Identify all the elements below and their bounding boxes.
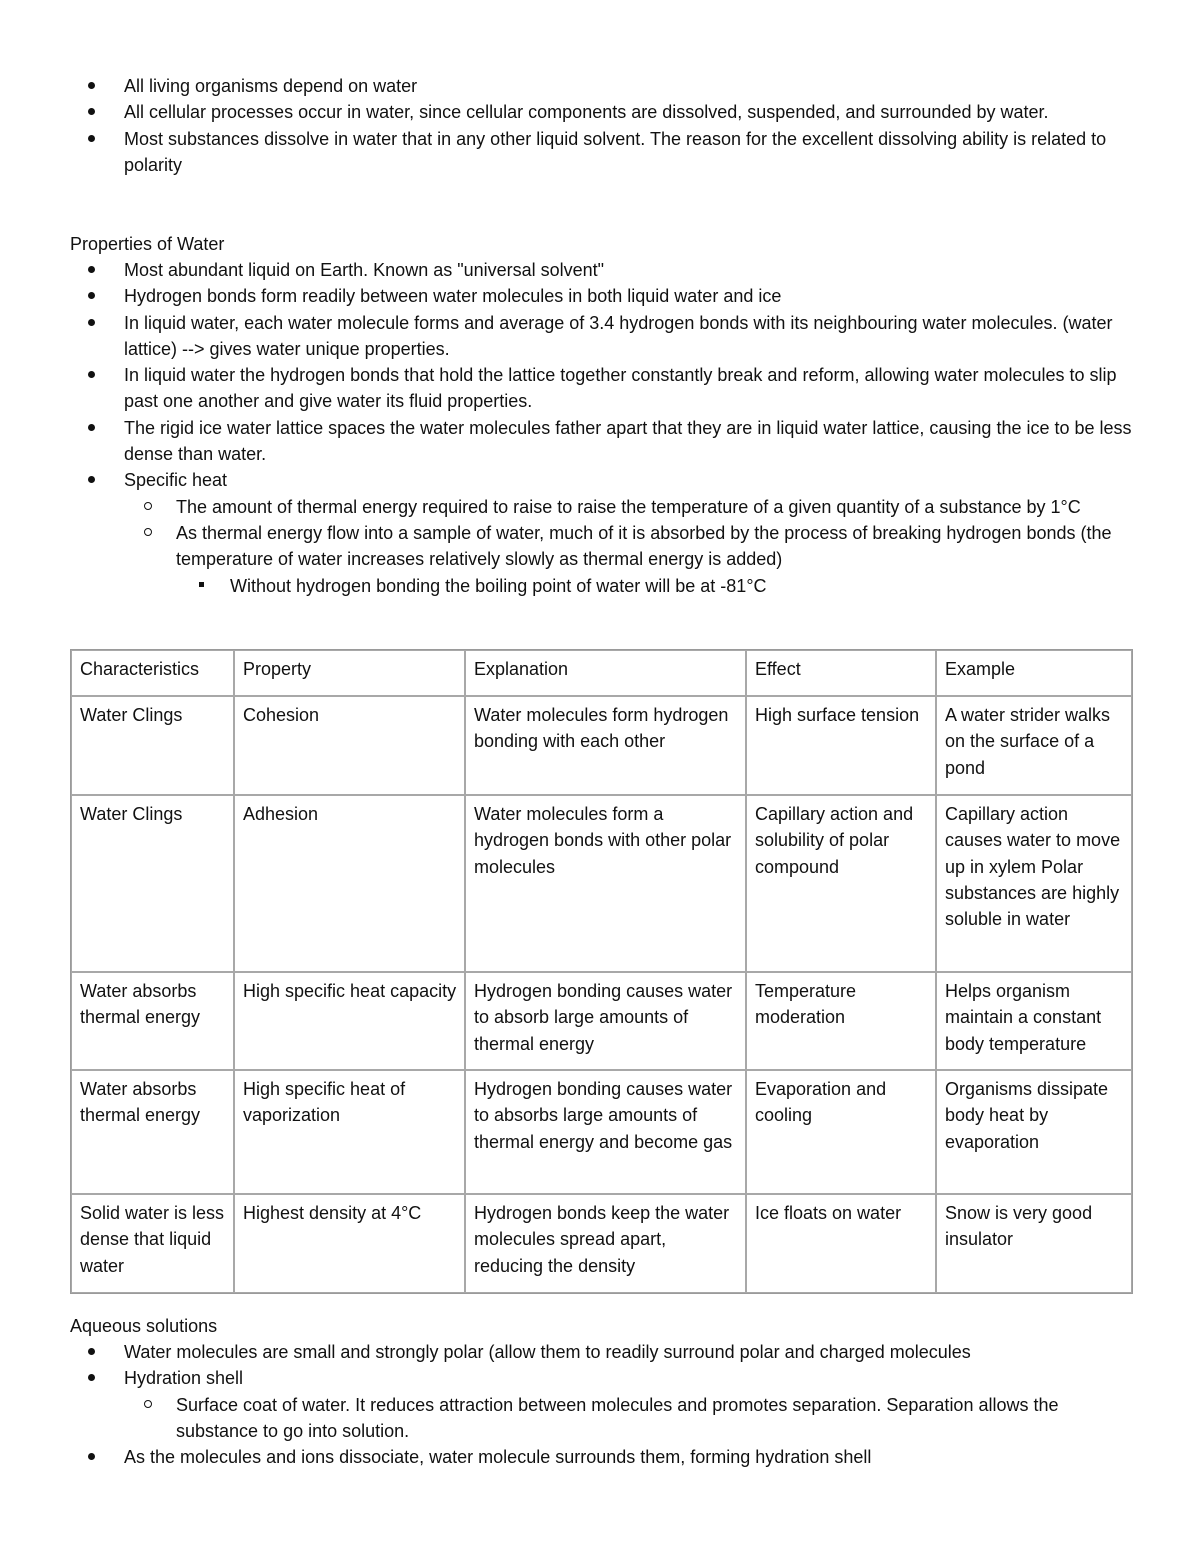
subsub-list-item: Without hydrogen bonding the boiling point of water will be at -81°C [176,573,1135,599]
aqueous-bullet-list [70,1339,1135,1470]
table-cell: High specific heat of vaporization [234,1070,465,1194]
table-cell: Capillary action causes water to move up in xylem Polar substances are highly soluble in water [936,795,1132,972]
sub-list-item: Surface coat of water. It reduces attraction between molecules and promotes separation. Separation allows the substance to go into solution. [124,1392,1135,1445]
table-row [71,1070,1132,1194]
table-cell: Highest density at 4°C [234,1194,465,1293]
table-cell: Hydrogen bonding causes water to absorb large amounts of thermal energy [465,972,746,1070]
table-cell: High specific heat capacity [234,972,465,1070]
properties-bullet-list [70,257,1135,599]
water-properties-table [70,649,1133,1294]
list-item-specific-heat [70,467,1135,598]
table-cell: Cohesion [234,696,465,795]
table-header-row [71,650,1132,696]
table-cell: Temperature moderation [746,972,936,1070]
list-item-label: Specific heat [124,470,228,491]
sub-list-item-text: As thermal energy flow into a sample of water, much of it is absorbed by the process of breaking hydrogen bonds (the temperature of water increases relatively slowly as thermal energy is added) [176,522,1112,570]
table-row [71,972,1132,1070]
list-item-label: Hydration shell [124,1368,244,1389]
table-cell: Evaporation and cooling [746,1070,936,1194]
table-cell: Hydrogen bonding causes water to absorbs large amounts of thermal energy and become gas [465,1070,746,1194]
list-item: Water molecules are small and strongly polar (allow them to readily surround polar and charged molecules [70,1339,1135,1365]
table-cell: Adhesion [234,795,465,972]
table-cell: Hydrogen bonds keep the water molecules spread apart, reducing the density [465,1194,746,1293]
table-cell: High surface tension [746,696,936,795]
list-item: In liquid water, each water molecule forms and average of 3.4 hydrogen bonds with its neighbouring water molecules. (water lattice) --> gives water unique properties. [70,310,1135,363]
table-cell: Water Clings [71,795,234,972]
list-item: Hydrogen bonds form readily between water molecules in both liquid water and ice [70,283,1135,309]
table-header-cell: Example [936,650,1132,696]
table-cell: Water absorbs thermal energy [71,1070,234,1194]
table-cell: Water molecules form hydrogen bonding with each other [465,696,746,795]
list-item: All living organisms depend on water [70,73,1135,99]
table-cell: Water Clings [71,696,234,795]
table-row [71,696,1132,795]
list-item-hydration-shell [70,1365,1135,1444]
table-cell: Helps organism maintain a constant body temperature [936,972,1132,1070]
table-cell: Water molecules form a hydrogen bonds with other polar molecules [465,795,746,972]
table-header-cell: Property [234,650,465,696]
table-header-cell: Explanation [465,650,746,696]
table-cell: Solid water is less dense that liquid water [71,1194,234,1293]
water-properties-table-wrapper [70,649,1131,1294]
list-item: All cellular processes occur in water, since cellular components are dissolved, suspended, and surrounded by water. [70,99,1135,125]
list-item: Most substances dissolve in water that in any other liquid solvent. The reason for the excellent dissolving ability is related to polarity [70,126,1135,179]
list-item: Most abundant liquid on Earth. Known as "universal solvent" [70,257,1135,283]
table-cell: Ice floats on water [746,1194,936,1293]
sub-list-item [124,520,1135,599]
list-item: The rigid ice water lattice spaces the water molecules father apart that they are in liquid water lattice, causing the ice to be less dense than water. [70,415,1135,468]
hydration-shell-sublist [124,1392,1135,1445]
table-cell: Capillary action and solubility of polar compound [746,795,936,972]
table-cell: Snow is very good insulator [936,1194,1132,1293]
section-heading-properties: Properties of Water [70,234,225,254]
table-header-cell: Effect [746,650,936,696]
table-cell: A water strider walks on the surface of a pond [936,696,1132,795]
table-cell: Water absorbs thermal energy [71,972,234,1070]
sub-list-item: The amount of thermal energy required to raise to raise the temperature of a given quantity of a substance by 1°C [124,494,1135,520]
specific-heat-sublist [124,494,1135,599]
list-item: As the molecules and ions dissociate, water molecule surrounds them, forming hydration shell [70,1444,1135,1470]
specific-heat-subsublist [176,573,1135,599]
table-cell: Organisms dissipate body heat by evaporation [936,1070,1132,1194]
table-row [71,1194,1132,1293]
table-header-cell: Characteristics [71,650,234,696]
section-heading-aqueous: Aqueous solutions [70,1316,218,1336]
list-item: In liquid water the hydrogen bonds that hold the lattice together constantly break and reform, allowing water molecules to slip past one another and give water its fluid properties. [70,362,1135,415]
table-row [71,795,1132,972]
intro-bullet-list [70,73,1135,178]
